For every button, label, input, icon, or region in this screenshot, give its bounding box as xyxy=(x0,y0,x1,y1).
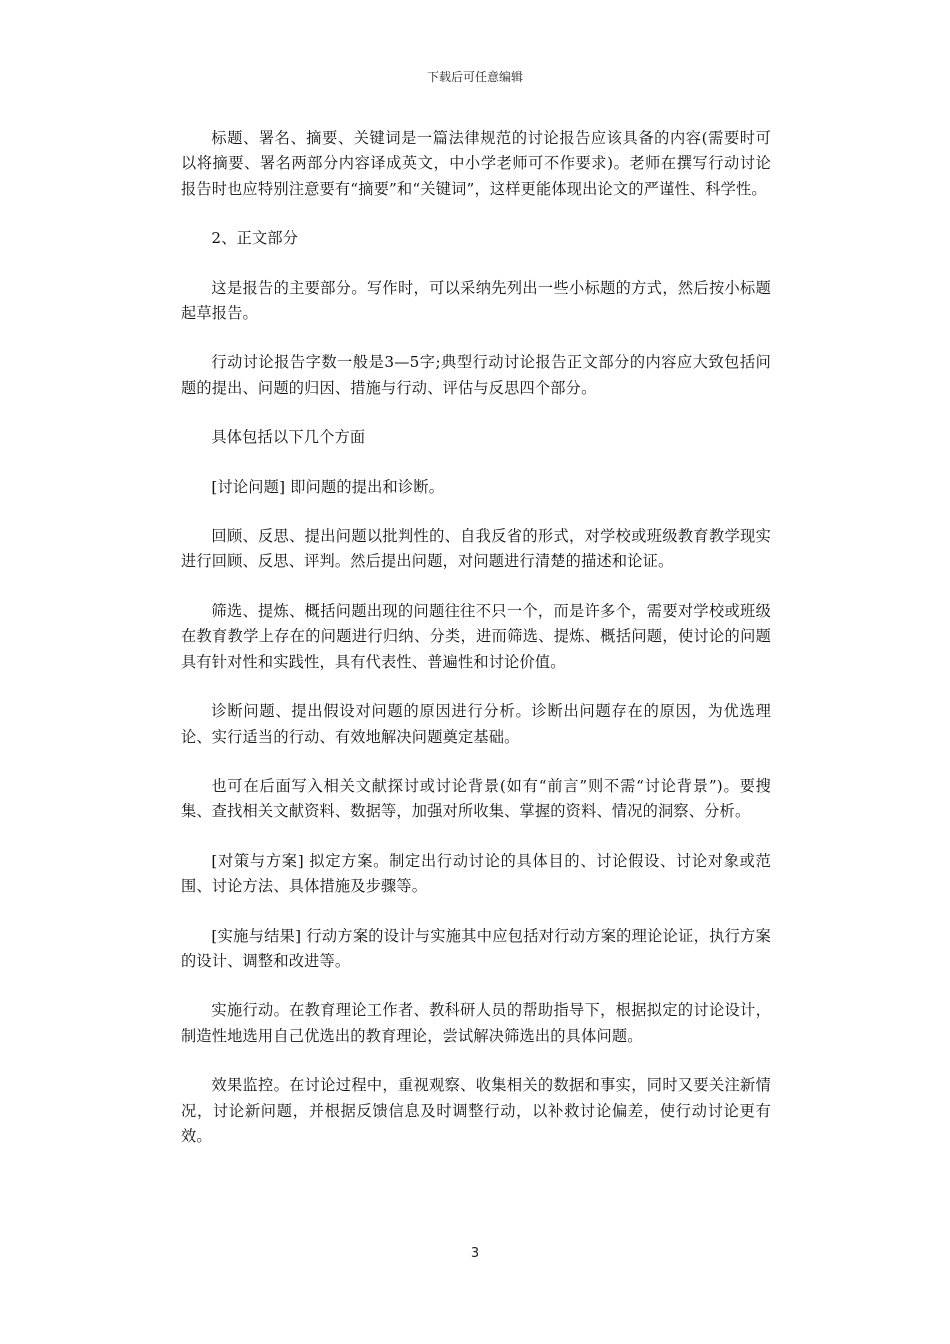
paragraph-strategy-plan: [对策与方案] 拟定方案。制定出行动讨论的具体目的、讨论假设、讨论对象或范围、讨论方法、具体措施及步骤等。 xyxy=(181,851,771,896)
section-heading-main-text: 2、正文部分 xyxy=(211,229,299,248)
paragraph-main-part: 这是报告的主要部分。写作时，可以采纳先列出一些小标题的方式，然后按小标题起草报告。 xyxy=(181,278,771,323)
paragraph-effect-monitoring: 效果监控。在讨论过程中，重视观察、收集相关的数据和事实，同时又要关注新情况，讨论新问题，并根据反馈信息及时调整行动，以补救讨论偏差，使行动讨论更有效。 xyxy=(181,1076,771,1145)
paragraph-title-abstract-keywords: 标题、署名、摘要、关键词是一篇法律规范的讨论报告应该具备的内容(需要时可以将摘要、署名两部分内容译成英文，中小学老师可不作要求)。老师在撰写行动讨论报告时也应特别注意要有“摘要”和“关键词”，这样更能体现出论文的严谨性、科学性。 xyxy=(181,129,771,198)
paragraph-carry-out-action: 实施行动。在教育理论工作者、教科研人员的帮助指导下，根据拟定的讨论设计，制造性地选用自己优选出的教育理论，尝试解决筛选出的具体问题。 xyxy=(181,1001,771,1045)
paragraph-diagnose: 诊断问题、提出假设对问题的原因进行分析。诊断出问题存在的原因，为优选理论、实行适当的行动、有效地解决问题奠定基础。 xyxy=(181,702,771,746)
paragraph-implementation-result: [实施与结果] 行动方案的设计与实施其中应包括对行动方案的理论论证，执行方案的设计、调整和改进等。 xyxy=(181,926,771,970)
paragraph-discussion-problem: [讨论问题] 即问题的提出和诊断。 xyxy=(211,477,445,496)
paragraph-filter-refine: 筛选、提炼、概括问题出现的问题往往不只一个，而是许多个，需要对学校或班级在教育教学上存在的问题进行归纳、分类，进而筛选、提炼、概括问题，使讨论的问题具有针对性和实践性，具有代表性、普遍性和讨论价值。 xyxy=(181,601,771,671)
paragraph-literature: 也可在后面写入相关文献探讨或讨论背景(如有“前言”则不需“讨论背景”)。要搜集、查找相关文献资料、数据等，加强对所收集、掌握的资料、情况的洞察、分析。 xyxy=(181,776,771,821)
document-body xyxy=(181,126,771,1173)
paragraph-word-count: 行动讨论报告字数一般是3—5字;典型行动讨论报告正文部分的内容应大致包括问题的提出、问题的归因、措施与行动、评估与反思四个部分。 xyxy=(181,353,771,397)
paragraph-review-reflect: 回顾、反思、提出问题以批判性的、自我反省的形式，对学校或班级教育教学现实进行回顾、反思、评判。然后提出问题，对问题进行清楚的描述和论证。 xyxy=(181,527,771,571)
paragraph-aspects-intro: 具体包括以下几个方面 xyxy=(211,428,366,447)
page-number: 3 xyxy=(470,1246,480,1261)
page-header: 下载后可任意编辑 xyxy=(426,70,523,84)
